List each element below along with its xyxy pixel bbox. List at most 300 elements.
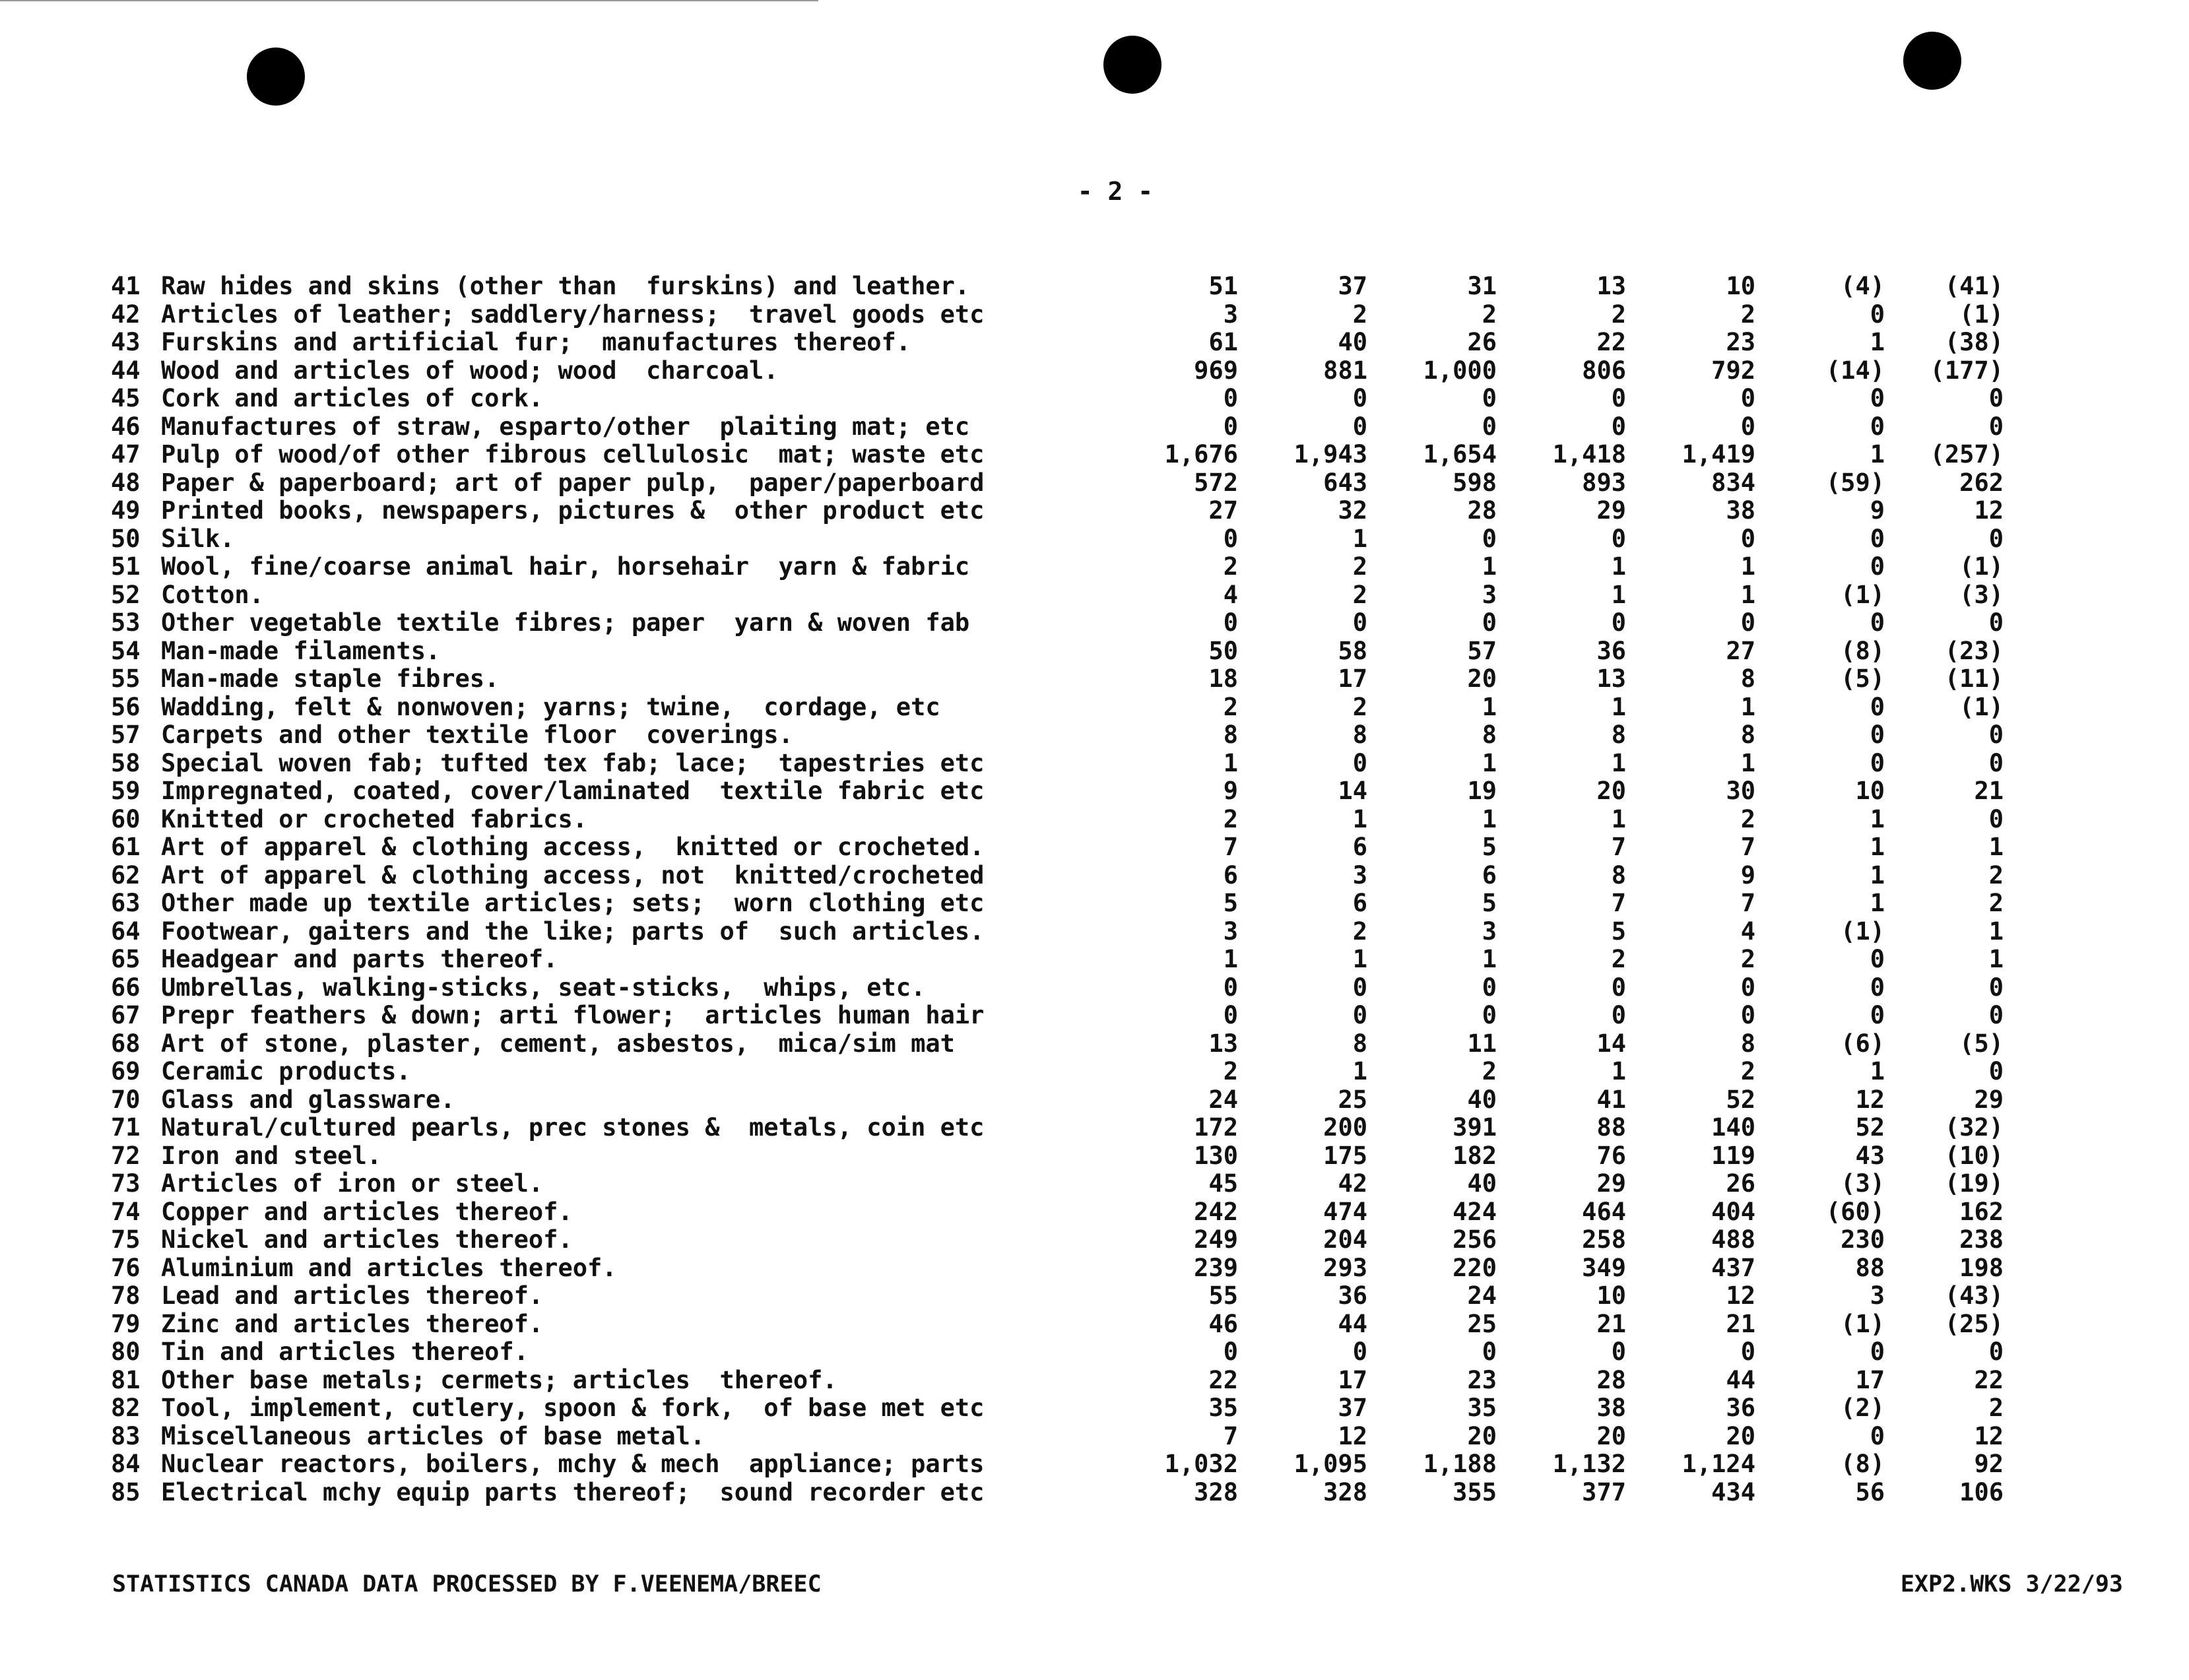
row-description: Wool, fine/coarse animal hair, horsehair yarn & fabric (161, 552, 970, 581)
row-code: 71 (111, 1113, 141, 1142)
row-value-col-1: 1,676 (1164, 440, 1238, 468)
row-value-col-6: 43 (1855, 1141, 1885, 1170)
row-description: Wood and articles of wood; wood charcoal. (161, 356, 779, 385)
row-value-col-6: 88 (1855, 1253, 1885, 1282)
row-code: 48 (111, 468, 141, 497)
row-code: 70 (111, 1085, 141, 1114)
table-row (111, 1479, 2004, 1507)
row-value-col-1: 46 (1208, 1309, 1238, 1338)
row-code: 45 (111, 384, 141, 412)
row-value-col-4: 1 (1611, 748, 1626, 777)
row-value-col-6: 9 (1870, 496, 1885, 525)
table-row (111, 665, 2004, 694)
row-value-col-1: 45 (1208, 1169, 1238, 1198)
row-value-col-4: 1 (1611, 580, 1626, 609)
row-value-col-3: 20 (1467, 664, 1497, 693)
row-value-col-6: 12 (1855, 1085, 1885, 1114)
table-row (111, 974, 2004, 1002)
row-value-col-5: 7 (1740, 889, 1755, 917)
row-value-col-4: 349 (1582, 1253, 1626, 1282)
row-value-col-3: 1 (1482, 552, 1497, 581)
row-value-col-4: 10 (1596, 1281, 1626, 1310)
row-code: 75 (111, 1225, 141, 1254)
row-value-col-4: 38 (1596, 1394, 1626, 1422)
row-value-col-4: 0 (1611, 1338, 1626, 1366)
row-value-col-6: (4) (1841, 272, 1885, 300)
row-value-col-5: 1 (1740, 748, 1755, 777)
row-value-col-7: 22 (1974, 1365, 2004, 1394)
row-code: 47 (111, 440, 141, 468)
row-description: Tool, implement, cutlery, spoon & fork, of base met etc (161, 1394, 985, 1422)
table-row (111, 413, 2004, 441)
row-value-col-6: (8) (1841, 636, 1885, 665)
row-value-col-4: 88 (1596, 1113, 1626, 1142)
row-code: 60 (111, 804, 141, 833)
row-value-col-3: 598 (1453, 468, 1497, 497)
row-value-col-5: 1 (1740, 552, 1755, 581)
row-value-col-3: 0 (1482, 1001, 1497, 1029)
row-value-col-6: (1) (1841, 917, 1885, 946)
row-value-col-4: 258 (1582, 1225, 1626, 1254)
table-row (111, 525, 2004, 554)
row-value-col-6: 1 (1870, 860, 1885, 889)
table-row (111, 806, 2004, 834)
row-value-col-5: 2 (1740, 804, 1755, 833)
table-row (111, 1394, 2004, 1423)
row-value-col-6: 17 (1855, 1365, 1885, 1394)
row-code: 66 (111, 973, 141, 1002)
table-row (111, 1142, 2004, 1171)
row-value-col-2: 12 (1338, 1421, 1367, 1450)
row-value-col-3: 2 (1482, 300, 1497, 329)
row-value-col-3: 1,000 (1423, 356, 1497, 385)
row-value-col-5: 0 (1740, 608, 1755, 637)
row-value-col-1: 2 (1223, 804, 1238, 833)
row-value-col-4: 0 (1611, 384, 1626, 412)
row-value-col-1: 2 (1223, 552, 1238, 581)
row-value-col-7: 0 (1988, 1001, 2004, 1029)
row-value-col-4: 20 (1596, 777, 1626, 805)
row-value-col-7: (1) (1959, 552, 2004, 581)
row-code: 81 (111, 1365, 141, 1394)
row-value-col-7: (1) (1959, 692, 2004, 721)
row-value-col-7: (43) (1944, 1281, 2004, 1310)
row-value-col-3: 0 (1482, 608, 1497, 637)
row-value-col-2: 2 (1352, 917, 1367, 946)
row-value-col-3: 1 (1482, 945, 1497, 973)
row-value-col-3: 23 (1467, 1365, 1497, 1394)
row-value-col-3: 40 (1467, 1085, 1497, 1114)
row-value-col-3: 19 (1467, 777, 1497, 805)
row-value-col-1: 61 (1208, 328, 1238, 356)
row-value-col-3: 20 (1467, 1421, 1497, 1450)
row-code: 49 (111, 496, 141, 525)
row-value-col-5: 8 (1740, 721, 1755, 749)
table-row (111, 273, 2004, 301)
row-code: 55 (111, 664, 141, 693)
row-value-col-5: 23 (1726, 328, 1755, 356)
row-value-col-7: (1) (1959, 300, 2004, 329)
row-value-col-4: 76 (1596, 1141, 1626, 1170)
row-value-col-6: 0 (1870, 721, 1885, 749)
row-value-col-7: (257) (1930, 440, 2004, 468)
row-code: 57 (111, 721, 141, 749)
row-value-col-6: 0 (1870, 1001, 1885, 1029)
row-value-col-5: 2 (1740, 1057, 1755, 1085)
row-value-col-4: 464 (1582, 1197, 1626, 1226)
row-value-col-3: 182 (1453, 1141, 1497, 1170)
row-description: Aluminium and articles thereof. (161, 1253, 617, 1282)
row-value-col-2: 40 (1338, 328, 1367, 356)
row-description: Impregnated, coated, cover/laminated textile fabric etc (161, 777, 985, 805)
row-value-col-1: 1 (1223, 748, 1238, 777)
row-value-col-7: (11) (1944, 664, 2004, 693)
row-value-col-2: 37 (1338, 1394, 1367, 1422)
table-row (111, 1423, 2004, 1451)
row-value-col-5: 119 (1711, 1141, 1755, 1170)
row-code: 82 (111, 1394, 141, 1422)
row-value-col-5: 52 (1726, 1085, 1755, 1114)
table-row (111, 1114, 2004, 1142)
row-value-col-7: 106 (1959, 1477, 2004, 1506)
table-row (111, 1282, 2004, 1310)
row-value-col-3: 424 (1453, 1197, 1497, 1226)
row-code: 79 (111, 1309, 141, 1338)
table-row (111, 1198, 2004, 1227)
row-description: Footwear, gaiters and the like; parts of such articles. (161, 917, 985, 946)
row-value-col-6: 1 (1870, 889, 1885, 917)
row-value-col-2: 474 (1323, 1197, 1367, 1226)
row-value-col-5: 21 (1726, 1309, 1755, 1338)
row-value-col-7: 1 (1988, 917, 2004, 946)
row-value-col-5: 1,124 (1682, 1450, 1755, 1478)
row-value-col-7: 1 (1988, 945, 2004, 973)
row-value-col-5: 26 (1726, 1169, 1755, 1198)
row-value-col-1: 24 (1208, 1085, 1238, 1114)
table-row (111, 1058, 2004, 1086)
row-value-col-1: 35 (1208, 1394, 1238, 1422)
row-value-col-6: 0 (1870, 300, 1885, 329)
row-value-col-3: 1,654 (1423, 440, 1497, 468)
row-value-col-7: (25) (1944, 1309, 2004, 1338)
row-description: Knitted or crocheted fabrics. (161, 804, 588, 833)
row-value-col-1: 2 (1223, 692, 1238, 721)
row-value-col-4: 2 (1611, 300, 1626, 329)
table-row (111, 1086, 2004, 1115)
row-value-col-2: 204 (1323, 1225, 1367, 1254)
row-value-col-4: 28 (1596, 1365, 1626, 1394)
row-value-col-4: 1,132 (1552, 1450, 1626, 1478)
row-value-col-1: 13 (1208, 1029, 1238, 1058)
row-value-col-1: 18 (1208, 664, 1238, 693)
row-description: Prepr feathers & down; arti flower; articles human hair (161, 1001, 985, 1029)
row-value-col-4: 0 (1611, 608, 1626, 637)
row-value-col-4: 0 (1611, 412, 1626, 441)
row-value-col-2: 0 (1352, 384, 1367, 412)
row-value-col-3: 5 (1482, 833, 1497, 861)
row-description: Art of apparel & clothing access, not knitted/crocheted (161, 860, 985, 889)
row-value-col-3: 0 (1482, 384, 1497, 412)
row-value-col-4: 7 (1611, 833, 1626, 861)
row-description: Pulp of wood/of other fibrous cellulosic mat; waste etc (161, 440, 985, 468)
row-value-col-7: 21 (1974, 777, 2004, 805)
row-value-col-3: 8 (1482, 721, 1497, 749)
table-row (111, 637, 2004, 666)
table-row (111, 469, 2004, 498)
row-description: Man-made filaments. (161, 636, 441, 665)
row-value-col-6: 0 (1870, 608, 1885, 637)
table-row (111, 721, 2004, 750)
table-row (111, 694, 2004, 722)
row-value-col-2: 6 (1352, 833, 1367, 861)
row-value-col-2: 200 (1323, 1113, 1367, 1142)
row-value-col-2: 2 (1352, 692, 1367, 721)
row-description: Wadding, felt & nonwoven; yarns; twine, cordage, etc (161, 692, 940, 721)
row-code: 62 (111, 860, 141, 889)
row-value-col-5: 834 (1711, 468, 1755, 497)
row-code: 59 (111, 777, 141, 805)
table-row (111, 357, 2004, 385)
row-value-col-6: (14) (1825, 356, 1885, 385)
row-value-col-1: 3 (1223, 917, 1238, 946)
row-value-col-4: 41 (1596, 1085, 1626, 1114)
row-value-col-4: 13 (1596, 664, 1626, 693)
row-value-col-3: 24 (1467, 1281, 1497, 1310)
row-value-col-2: 1 (1352, 804, 1367, 833)
row-value-col-7: 0 (1988, 1338, 2004, 1366)
row-value-col-2: 25 (1338, 1085, 1367, 1114)
table-row (111, 777, 2004, 806)
row-value-col-1: 27 (1208, 496, 1238, 525)
row-code: 58 (111, 748, 141, 777)
row-value-col-7: (41) (1944, 272, 2004, 300)
row-value-col-6: (59) (1825, 468, 1885, 497)
row-value-col-2: 643 (1323, 468, 1367, 497)
row-value-col-4: 893 (1582, 468, 1626, 497)
row-code: 46 (111, 412, 141, 441)
row-description: Silk. (161, 524, 235, 553)
row-value-col-6: 0 (1870, 384, 1885, 412)
row-description: Articles of iron or steel. (161, 1169, 544, 1198)
row-value-col-4: 1 (1611, 1057, 1626, 1085)
row-value-col-1: 0 (1223, 1338, 1238, 1366)
row-value-col-6: (2) (1841, 1394, 1885, 1422)
row-value-col-1: 55 (1208, 1281, 1238, 1310)
row-description: Man-made staple fibres. (161, 664, 500, 693)
table-row (111, 889, 2004, 918)
row-description: Headgear and parts thereof. (161, 945, 558, 973)
table-row (111, 441, 2004, 469)
row-value-col-3: 25 (1467, 1309, 1497, 1338)
row-value-col-2: 42 (1338, 1169, 1367, 1198)
row-value-col-5: 1 (1740, 580, 1755, 609)
row-value-col-4: 8 (1611, 721, 1626, 749)
table-row (111, 497, 2004, 525)
row-description: Zinc and articles thereof. (161, 1309, 544, 1338)
row-code: 74 (111, 1197, 141, 1226)
row-value-col-2: 8 (1352, 721, 1367, 749)
row-value-col-3: 2 (1482, 1057, 1497, 1085)
row-description: Furskins and artificial fur; manufactures thereof. (161, 328, 911, 356)
row-value-col-1: 239 (1194, 1253, 1238, 1282)
row-code: 83 (111, 1421, 141, 1450)
row-description: Glass and glassware. (161, 1085, 455, 1114)
row-value-col-1: 328 (1194, 1477, 1238, 1506)
row-value-col-6: 230 (1841, 1225, 1885, 1254)
row-value-col-2: 14 (1338, 777, 1367, 805)
row-value-col-1: 5 (1223, 889, 1238, 917)
row-value-col-3: 0 (1482, 524, 1497, 553)
row-value-col-1: 572 (1194, 468, 1238, 497)
row-value-col-1: 8 (1223, 721, 1238, 749)
row-value-col-2: 0 (1352, 748, 1367, 777)
row-description: Paper & paperboard; art of paper pulp, paper/paperboard (161, 468, 985, 497)
row-value-col-6: 3 (1870, 1281, 1885, 1310)
row-value-col-7: 2 (1988, 1394, 2004, 1422)
row-description: Ceramic products. (161, 1057, 411, 1085)
row-value-col-1: 0 (1223, 1001, 1238, 1029)
row-value-col-2: 37 (1338, 272, 1367, 300)
table-row (111, 609, 2004, 637)
row-value-col-3: 0 (1482, 412, 1497, 441)
table-row (111, 581, 2004, 610)
row-value-col-2: 1,095 (1293, 1450, 1367, 1478)
row-value-col-5: 0 (1740, 1001, 1755, 1029)
row-value-col-6: (60) (1825, 1197, 1885, 1226)
row-code: 72 (111, 1141, 141, 1170)
row-value-col-1: 242 (1194, 1197, 1238, 1226)
row-value-col-5: 0 (1740, 524, 1755, 553)
row-value-col-2: 293 (1323, 1253, 1367, 1282)
row-value-col-6: 0 (1870, 945, 1885, 973)
row-value-col-3: 355 (1453, 1477, 1497, 1506)
row-value-col-6: 1 (1870, 328, 1885, 356)
table-row (111, 1002, 2004, 1030)
table-row (111, 1170, 2004, 1198)
row-value-col-2: 6 (1352, 889, 1367, 917)
table-row (111, 1030, 2004, 1058)
row-code: 41 (111, 272, 141, 300)
row-value-col-1: 51 (1208, 272, 1238, 300)
row-code: 80 (111, 1338, 141, 1366)
row-value-col-4: 29 (1596, 496, 1626, 525)
row-value-col-4: 36 (1596, 636, 1626, 665)
row-value-col-6: 0 (1870, 748, 1885, 777)
row-value-col-7: 0 (1988, 748, 2004, 777)
row-value-col-1: 6 (1223, 860, 1238, 889)
row-value-col-7: (5) (1959, 1029, 2004, 1058)
row-value-col-5: 2 (1740, 945, 1755, 973)
row-value-col-5: 12 (1726, 1281, 1755, 1310)
row-code: 65 (111, 945, 141, 973)
row-value-col-1: 50 (1208, 636, 1238, 665)
row-value-col-5: 8 (1740, 664, 1755, 693)
row-value-col-5: 38 (1726, 496, 1755, 525)
row-value-col-7: 238 (1959, 1225, 2004, 1254)
row-value-col-7: 0 (1988, 804, 2004, 833)
row-value-col-2: 3 (1352, 860, 1367, 889)
row-value-col-5: 9 (1740, 860, 1755, 889)
row-value-col-7: 2 (1988, 860, 2004, 889)
row-description: Art of stone, plaster, cement, asbestos, mica/sim mat (161, 1029, 955, 1058)
row-value-col-4: 8 (1611, 860, 1626, 889)
table-row (111, 1367, 2004, 1395)
row-value-col-3: 1 (1482, 692, 1497, 721)
row-value-col-2: 328 (1323, 1477, 1367, 1506)
row-value-col-3: 256 (1453, 1225, 1497, 1254)
row-value-col-3: 35 (1467, 1394, 1497, 1422)
table-row (111, 1338, 2004, 1367)
row-value-col-5: 36 (1726, 1394, 1755, 1422)
row-value-col-7: (10) (1944, 1141, 2004, 1170)
row-value-col-1: 2 (1223, 1057, 1238, 1085)
row-value-col-4: 806 (1582, 356, 1626, 385)
table-row (111, 553, 2004, 581)
row-value-col-1: 0 (1223, 973, 1238, 1002)
row-value-col-5: 8 (1740, 1029, 1755, 1058)
row-value-col-7: (19) (1944, 1169, 2004, 1198)
row-value-col-3: 5 (1482, 889, 1497, 917)
row-description: Electrical mchy equip parts thereof; sound recorder etc (161, 1477, 985, 1506)
row-value-col-6: (1) (1841, 1309, 1885, 1338)
row-value-col-2: 1,943 (1293, 440, 1367, 468)
row-value-col-2: 58 (1338, 636, 1367, 665)
row-value-col-1: 1,032 (1164, 1450, 1238, 1478)
table-row (111, 301, 2004, 329)
row-value-col-1: 969 (1194, 356, 1238, 385)
row-value-col-7: 12 (1974, 1421, 2004, 1450)
row-value-col-1: 0 (1223, 384, 1238, 412)
row-value-col-5: 1 (1740, 692, 1755, 721)
row-value-col-1: 7 (1223, 1421, 1238, 1450)
row-value-col-1: 22 (1208, 1365, 1238, 1394)
row-value-col-2: 881 (1323, 356, 1367, 385)
row-value-col-6: (5) (1841, 664, 1885, 693)
table-row (111, 1450, 2004, 1479)
row-value-col-4: 5 (1611, 917, 1626, 946)
row-code: 53 (111, 608, 141, 637)
row-value-col-7: 29 (1974, 1085, 2004, 1114)
row-description: Manufactures of straw, esparto/other plaiting mat; etc (161, 412, 970, 441)
row-description: Cork and articles of cork. (161, 384, 544, 412)
punch-hole-center (1103, 36, 1161, 94)
punch-hole-left (247, 48, 305, 106)
row-value-col-5: 0 (1740, 412, 1755, 441)
row-value-col-6: 1 (1870, 1057, 1885, 1085)
row-value-col-3: 1,188 (1423, 1450, 1497, 1478)
row-value-col-4: 2 (1611, 945, 1626, 973)
row-code: 63 (111, 889, 141, 917)
top-rule (0, 0, 818, 1)
row-code: 56 (111, 692, 141, 721)
row-value-col-4: 1 (1611, 692, 1626, 721)
row-code: 85 (111, 1477, 141, 1506)
row-value-col-5: 0 (1740, 384, 1755, 412)
row-value-col-7: (177) (1930, 356, 2004, 385)
row-value-col-2: 2 (1352, 580, 1367, 609)
footer-file-date: EXP2.WKS 3/22/93 (1900, 1571, 2123, 1598)
row-description: Lead and articles thereof. (161, 1281, 544, 1310)
row-description: Special woven fab; tufted tex fab; lace; tapestries etc (161, 748, 985, 777)
row-value-col-6: 1 (1870, 440, 1885, 468)
row-value-col-5: 437 (1711, 1253, 1755, 1282)
row-value-col-5: 7 (1740, 833, 1755, 861)
row-description: Carpets and other textile floor coverings. (161, 721, 793, 749)
row-value-col-6: 1 (1870, 833, 1885, 861)
row-code: 51 (111, 552, 141, 581)
row-value-col-5: 792 (1711, 356, 1755, 385)
table-row (111, 1254, 2004, 1283)
